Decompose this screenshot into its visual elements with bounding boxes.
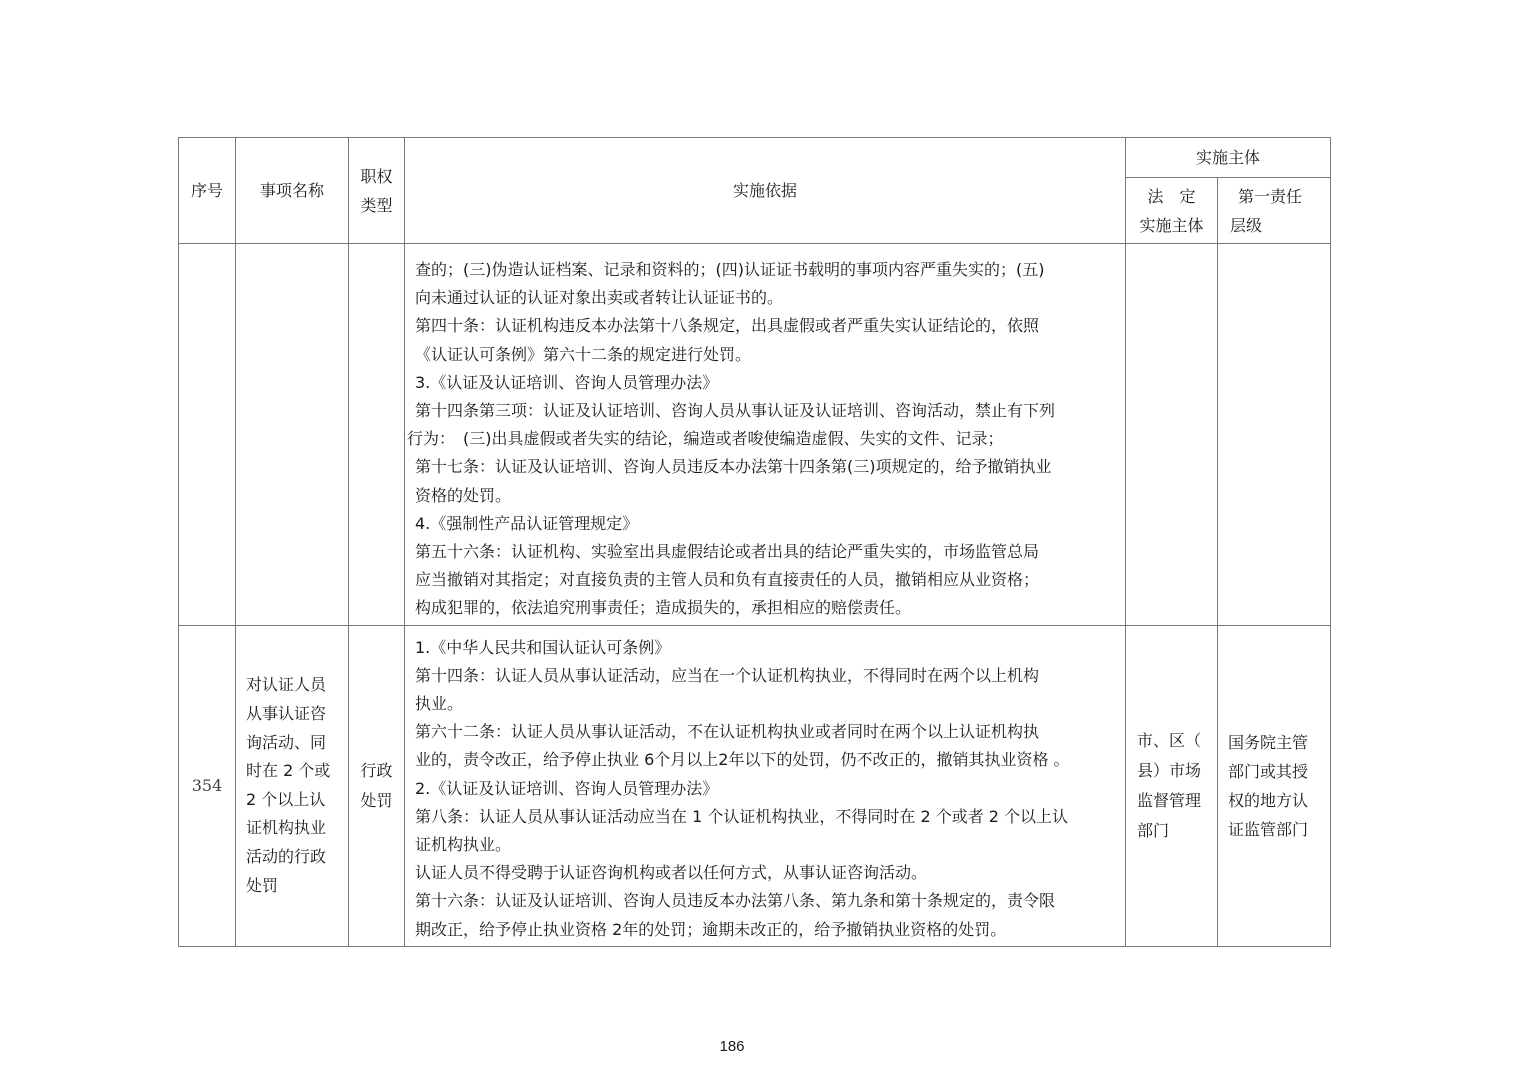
item-name-line: 对认证人员	[246, 675, 327, 695]
item-name-line: 询活动、同	[246, 732, 327, 752]
item-name-line: 证机构执业	[246, 818, 327, 838]
header-first-resp-line2: 层级	[1230, 215, 1263, 235]
cell-item-name-empty	[236, 244, 349, 626]
legal-subject-line: 部门	[1137, 820, 1170, 840]
enforcement-table	[178, 137, 1331, 947]
basis-line: 执业。	[415, 694, 464, 714]
item-name-line: 处罚	[246, 875, 279, 895]
cell-seq: 354	[179, 625, 236, 946]
basis-line: 1.《中华人民共和国认证认可条例》	[415, 637, 671, 657]
basis-line: 第六十二条：认证人员从事认证活动，不在认证机构执业或者同时在两个以上认证机构执	[415, 722, 1040, 742]
table-row-354	[179, 625, 1331, 946]
header-power-type-text: 职权类型	[360, 166, 393, 215]
header-subject-group: 实施主体	[1126, 138, 1331, 178]
cell-item-name	[236, 625, 349, 946]
header-power-type	[349, 138, 405, 244]
first-resp-line: 国务院主管	[1228, 732, 1309, 752]
basis-line: 业的，责令改正，给予停止执业 6个月以上2年以下的处罚，仍不改正的，撤销其执业资格 。	[415, 750, 1070, 770]
header-first-resp-line1: 第一责任	[1238, 186, 1303, 206]
header-legal-subject-line1: 法 定	[1147, 186, 1196, 206]
first-resp-line: 权的地方认	[1228, 790, 1309, 810]
power-type-line: 处罚	[360, 790, 393, 810]
header-seq: 序号	[179, 138, 236, 244]
basis-line: 第十七条：认证及认证培训、咨询人员违反本办法第十四条第(三)项规定的，给予撤销执业	[415, 457, 1052, 477]
cell-legal-subject	[1126, 625, 1218, 946]
item-name-line: 从事认证咨	[246, 703, 327, 723]
basis-line: 3.《认证及认证培训、咨询人员管理办法》	[415, 372, 719, 392]
basis-line: 查的；(三)伪造认证档案、记录和资料的；(四)认证证书载明的事项内容严重失实的；(五)	[415, 260, 1045, 279]
cell-basis-continued	[405, 244, 1126, 626]
basis-line: 第五十六条：认证机构、实验室出具虚假结论或者出具的结论严重失实的，市场监管总局	[415, 542, 1040, 562]
first-resp-line: 部门或其授	[1228, 761, 1309, 781]
legal-subject-line: 监督管理	[1137, 790, 1202, 810]
basis-line: 证机构执业。	[415, 835, 512, 855]
basis-line: 认证人员不得受聘于认证咨询机构或者以任何方式，从事认证咨询活动。	[415, 863, 928, 883]
item-name-line: 时在 2 个或	[246, 761, 331, 781]
basis-line: 第四十条：认证机构违反本办法第十八条规定，出具虚假或者严重失实认证结论的，依照	[415, 316, 1040, 336]
header-basis: 实施依据	[405, 138, 1126, 244]
basis-line: 构成犯罪的，依法追究刑事责任；造成损失的，承担相应的赔偿责任。	[415, 598, 912, 618]
basis-line: 2.《认证及认证培训、咨询人员管理办法》	[415, 778, 719, 798]
basis-line: 资格的处罚。	[415, 485, 512, 505]
page-number: 186	[719, 1038, 745, 1055]
header-first-responsibility	[1218, 178, 1331, 244]
table-row-continued	[179, 244, 1331, 626]
header-legal-subject-line2: 实施主体	[1139, 215, 1204, 235]
basis-line: 行为： (三)出具虚假或者失实的结论，编造或者唆使编造虚假、失实的文件、记录；	[407, 429, 1004, 449]
cell-basis	[405, 625, 1126, 946]
cell-first-responsibility	[1218, 625, 1331, 946]
cell-power-type	[349, 625, 405, 946]
basis-line: 《认证认可条例》第六十二条的规定进行处罚。	[415, 344, 752, 364]
basis-line: 第十六条：认证及认证培训、咨询人员违反本办法第八条、第九条和第十条规定的，责令限	[415, 891, 1056, 911]
cell-legal-subject-empty	[1126, 244, 1218, 626]
first-resp-line: 证监管部门	[1228, 819, 1309, 839]
basis-line: 4.《强制性产品认证管理规定》	[415, 513, 639, 533]
basis-line: 期改正，给予停止执业资格 2年的处罚；逾期未改正的，给予撤销执业资格的处罚。	[415, 919, 1007, 939]
legal-subject-line: 市、区（	[1137, 730, 1202, 750]
basis-line: 应当撤销对其指定；对直接负责的主管人员和负有直接责任的人员，撤销相应从业资格；	[415, 570, 1040, 590]
cell-first-resp-empty	[1218, 244, 1331, 626]
power-type-line: 行政	[360, 760, 393, 780]
basis-line: 第十四条：认证人员从事认证活动，应当在一个认证机构执业，不得同时在两个以上机构	[415, 665, 1040, 685]
item-name-line: 2 个以上认	[246, 789, 326, 809]
basis-line: 第十四条第三项：认证及认证培训、咨询人员从事认证及认证培训、咨询活动，禁止有下列	[415, 401, 1056, 421]
basis-line: 向未通过认证的认证对象出卖或者转让认证证书的。	[415, 288, 784, 308]
cell-seq-empty	[179, 244, 236, 626]
item-name-line: 活动的行政	[246, 846, 327, 866]
header-item-name: 事项名称	[236, 138, 349, 244]
header-legal-subject	[1126, 178, 1218, 244]
basis-line: 第八条：认证人员从事认证活动应当在 1 个认证机构执业，不得同时在 2 个或者 2 个以上认	[415, 806, 1069, 826]
cell-power-type-empty	[349, 244, 405, 626]
legal-subject-line: 县）市场	[1137, 760, 1202, 780]
